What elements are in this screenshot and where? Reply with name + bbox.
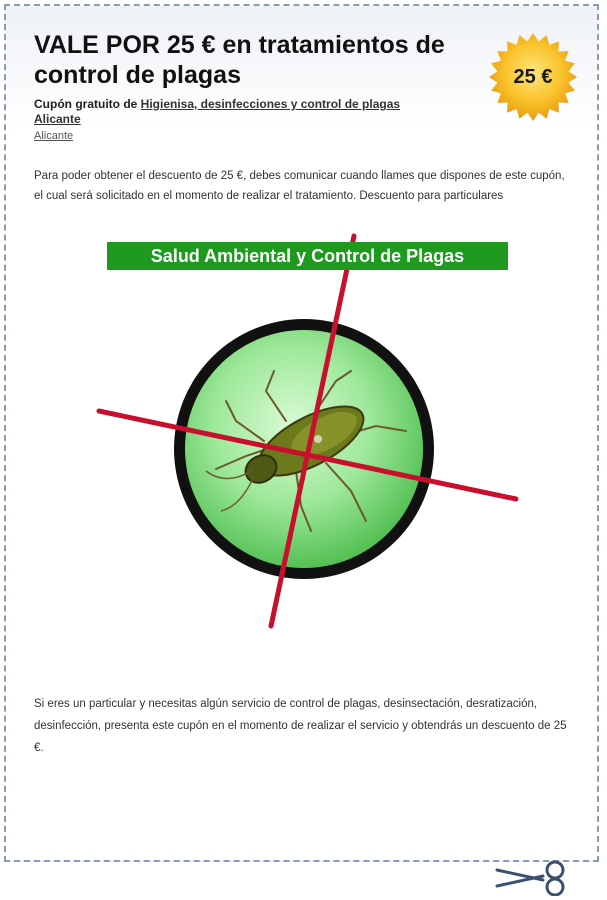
city-link[interactable]: Alicante (34, 130, 74, 142)
coupon-title: VALE POR 25 € en tratamientos de control de plagas (34, 31, 445, 89)
badge-label: 25 € (513, 66, 553, 88)
provider-prefix: Cupón gratuito de (34, 97, 141, 111)
image-banner: Salud Ambiental y Control de Plagas (107, 242, 508, 270)
price-badge (488, 32, 578, 122)
coupon-card (4, 4, 599, 862)
coupon-description: Para poder obtener el descuento de 25 €, debes comunicar cuando llames que dispones de este cupón, el cual será solicitado en el momento de realizar el tratamiento. Descuento para particulares (34, 170, 565, 202)
scissors-icon (495, 860, 575, 896)
provider-link[interactable]: Higienisa, desinfecciones y control de plagas (140, 97, 401, 111)
city-link-bold[interactable]: Alicante (34, 112, 81, 126)
coupon-footer-text: Si eres un particular y necesitas algún servicio de control de plagas, desinsectación, desratización, desinfección, presenta este cupón en el momento de realizar el servicio y obtendrás un descuento de 25 €. (34, 698, 567, 754)
provider-line (34, 97, 400, 111)
cockroach-crosshair-icon (96, 231, 521, 631)
